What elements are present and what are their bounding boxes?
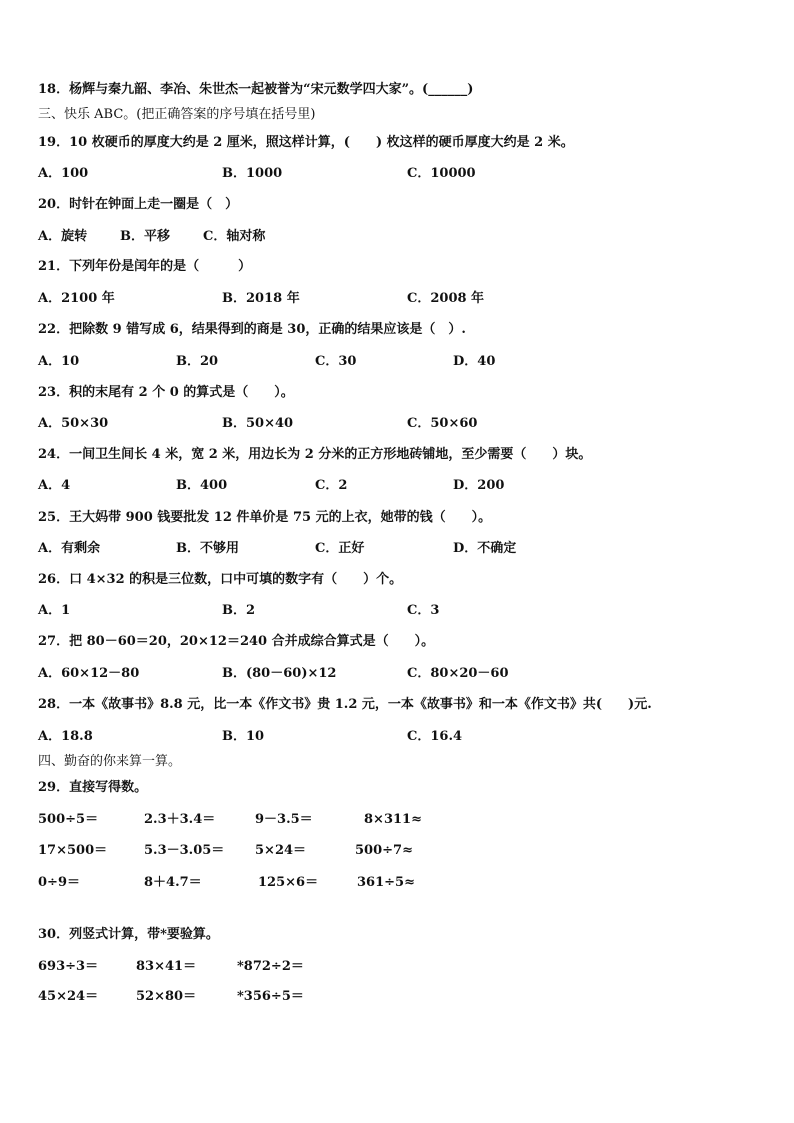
- question-27-stem: 27．把 80－60＝20，20×12＝240 合并成综合算式是（ ）。: [38, 634, 435, 649]
- q29-r1-c1: 500÷5＝: [38, 812, 99, 827]
- question-24-stem: 24．一间卫生间长 4 米，宽 2 米，用边长为 2 分米的正方形地砖铺地，至少需要（ ）块。: [38, 447, 592, 462]
- question-29-title: 29．直接写得数。: [38, 780, 148, 795]
- q30-r1-c1: 693÷3＝: [38, 959, 99, 974]
- q29-r2-c3: 5×24＝: [255, 843, 307, 858]
- question-22-option-d: D．40: [453, 354, 496, 369]
- q29-r1-c2: 2.3＋3.4＝: [144, 812, 216, 827]
- question-24-option-c: C．2: [315, 478, 348, 493]
- question-20-option-c: C．轴对称: [203, 229, 266, 244]
- question-28-stem: 28．一本《故事书》8.8 元，比一本《作文书》贵 1.2 元，一本《故事书》和一本《作文书》共( )元.: [38, 697, 652, 712]
- q29-r3-c4: 361÷5≈: [357, 875, 415, 890]
- q30-r2-c1: 45×24＝: [38, 989, 99, 1004]
- question-24-option-d: D．200: [453, 478, 505, 493]
- question-23-option-b: B．50×40: [222, 416, 294, 431]
- q29-r3-c1: 0÷9＝: [38, 875, 80, 890]
- question-20-option-a: A．旋转: [38, 229, 88, 244]
- question-18: 18．杨辉与秦九韶、李冶、朱世杰一起被誉为“宋元数学四大家”。(______): [38, 82, 474, 97]
- q29-r2-c4: 500÷7≈: [355, 843, 413, 858]
- question-19-stem: 19．10 枚硬币的厚度大约是 2 厘米，照这样计算，( ) 枚这样的硬币厚度大约是 2 米。: [38, 135, 574, 150]
- question-21-stem: 21．下列年份是闰年的是（ ）: [38, 259, 252, 274]
- question-23-option-c: C．50×60: [407, 416, 478, 431]
- q29-r1-c4: 8×311≈: [364, 812, 422, 827]
- question-19-option-c: C．10000: [407, 166, 476, 181]
- question-28-option-b: B．10: [222, 729, 265, 744]
- question-25-option-a: A．有剩余: [38, 541, 101, 556]
- question-26-option-b: B．2: [222, 603, 256, 618]
- q30-r1-c2: 83×41＝: [136, 959, 197, 974]
- question-28-option-c: C．16.4: [407, 729, 463, 744]
- q30-r2-c2: 52×80＝: [136, 989, 197, 1004]
- question-22-option-c: C．30: [315, 354, 357, 369]
- question-26-option-a: A．1: [38, 603, 71, 618]
- question-21-option-a: A．2100 年: [38, 291, 115, 306]
- section-4-heading: 四、勤奋的你来算一算。: [38, 754, 182, 769]
- question-20-option-b: B．平移: [120, 229, 170, 244]
- question-30-title: 30．列竖式计算，带*要验算。: [38, 927, 219, 942]
- question-27-option-a: A．60×12－80: [38, 666, 140, 681]
- question-23-stem: 23．积的末尾有 2 个 0 的算式是（ ）。: [38, 385, 294, 400]
- question-26-option-c: C．3: [407, 603, 440, 618]
- question-24-option-b: B．400: [176, 478, 228, 493]
- question-25-option-c: C．正好: [315, 541, 365, 556]
- question-27-option-b: B．(80－60)×12: [222, 666, 337, 681]
- question-21-option-c: C．2008 年: [407, 291, 485, 306]
- question-25-option-b: B．不够用: [176, 541, 239, 556]
- q29-r3-c2: 8＋4.7＝: [144, 875, 202, 890]
- question-22-stem: 22．把除数 9 错写成 6，结果得到的商是 30，正确的结果应该是（ ）.: [38, 322, 466, 337]
- question-25-stem: 25．王大妈带 900 钱要批发 12 件单价是 75 元的上衣，她带的钱（ ）。: [38, 510, 492, 525]
- q29-r2-c1: 17×500＝: [38, 843, 108, 858]
- q29-r3-c3: 125×6＝: [258, 875, 319, 890]
- q29-r1-c3: 9－3.5＝: [255, 812, 313, 827]
- question-21-option-b: B．2018 年: [222, 291, 300, 306]
- question-22-option-a: A．10: [38, 354, 80, 369]
- q29-r2-c2: 5.3－3.05＝: [144, 843, 225, 858]
- question-19-option-a: A．100: [38, 166, 89, 181]
- question-25-option-d: D．不确定: [453, 541, 517, 556]
- question-28-option-a: A．18.8: [38, 729, 93, 744]
- question-26-stem: 26．口 4×32 的积是三位数，口中可填的数字有（ ）个。: [38, 572, 403, 587]
- q30-r1-c3: *872÷2＝: [237, 959, 304, 974]
- question-23-option-a: A．50×30: [38, 416, 109, 431]
- question-27-option-c: C．80×20－60: [407, 666, 509, 681]
- question-20-stem: 20．时针在钟面上走一圈是（ ）: [38, 197, 239, 212]
- question-22-option-b: B．20: [176, 354, 219, 369]
- section-3-heading: 三、快乐 ABC。(把正确答案的序号填在括号里): [38, 107, 316, 122]
- q30-r2-c3: *356÷5＝: [237, 989, 304, 1004]
- question-19-option-b: B．1000: [222, 166, 283, 181]
- question-24-option-a: A．4: [38, 478, 71, 493]
